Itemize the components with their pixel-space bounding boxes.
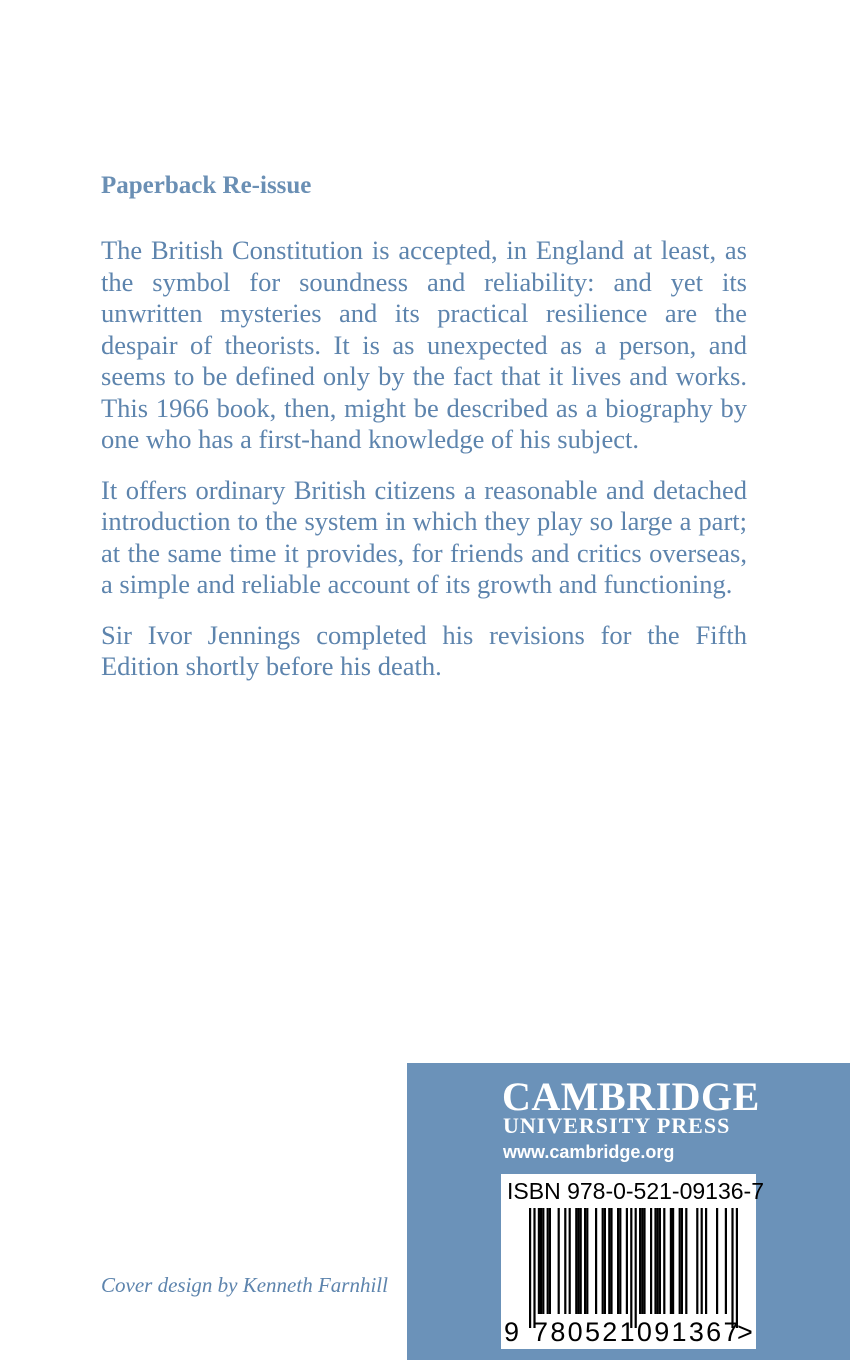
barcode-lead-digit: 9 bbox=[504, 1317, 520, 1347]
barcode-bar bbox=[725, 1208, 727, 1314]
barcode-bar bbox=[643, 1208, 645, 1314]
barcode-bar bbox=[619, 1208, 621, 1314]
barcode-bar bbox=[584, 1208, 586, 1314]
barcode-bar bbox=[672, 1208, 674, 1314]
blurb-paragraph-1: The British Constitution is accepted, in England at least, as the symbol for soundness and reliability: and yet its unwritten mysteries and its practical resilience are the despair of theorists. It is as unexpected as a person, and seems to be defined only by the fact that it lives and works. This 1966 book, then, might be described as a biography by one who has a first-hand knowledge of his subject. bbox=[101, 235, 747, 454]
isbn-label: ISBN 978-0-521-09136-7 bbox=[507, 1178, 764, 1204]
barcode-bar bbox=[716, 1208, 718, 1314]
publisher-name: CAMBRIDGE bbox=[502, 1074, 760, 1119]
barcode-bar bbox=[577, 1208, 579, 1314]
barcode-bar bbox=[608, 1208, 610, 1314]
barcode-bar bbox=[533, 1208, 535, 1328]
barcode-bar bbox=[650, 1208, 652, 1314]
barcode-bar bbox=[731, 1208, 733, 1328]
barcode-bar bbox=[681, 1208, 683, 1314]
barcode-bar bbox=[639, 1208, 641, 1314]
barcode-bar bbox=[659, 1208, 661, 1314]
barcode-bar bbox=[701, 1208, 703, 1314]
blurb-paragraph-3: Sir Ivor Jennings completed his revisions for the Fifth Edition shortly before his death. bbox=[101, 619, 747, 681]
barcode-bar bbox=[663, 1208, 665, 1314]
barcode-bar bbox=[547, 1208, 549, 1314]
publisher-panel bbox=[407, 1063, 850, 1360]
blurb-paragraph-2: It offers ordinary British citizens a reasonable and detached introduction to the system in which they play so large a part; at the same time it provides, for friends and critics overseas, a simple and reliable account of its growth and functioning. bbox=[101, 474, 747, 599]
barcode-bar bbox=[654, 1208, 656, 1314]
barcode-bar bbox=[736, 1208, 738, 1328]
barcode-bar bbox=[679, 1208, 681, 1314]
barcode-bar bbox=[641, 1208, 643, 1314]
barcode-bar bbox=[604, 1208, 606, 1314]
barcode-bar bbox=[575, 1208, 577, 1314]
barcode-digits: 780521091367 bbox=[533, 1317, 741, 1347]
barcode-bar bbox=[529, 1208, 531, 1328]
barcode-bar bbox=[610, 1208, 612, 1314]
barcode-bar bbox=[630, 1208, 632, 1328]
barcode-bar bbox=[705, 1208, 707, 1314]
barcode-bar bbox=[542, 1208, 544, 1314]
barcode-bar bbox=[685, 1208, 687, 1314]
barcode-bar bbox=[540, 1208, 542, 1314]
barcode-bar bbox=[569, 1208, 571, 1314]
barcode-bar bbox=[595, 1208, 597, 1314]
barcode-bar bbox=[558, 1208, 560, 1314]
publisher-url: www.cambridge.org bbox=[503, 1142, 675, 1162]
barcode-bar bbox=[670, 1208, 672, 1314]
barcode-bar bbox=[657, 1208, 659, 1314]
barcode-bar bbox=[580, 1208, 582, 1314]
blurb-text bbox=[101, 235, 747, 702]
barcode-bar bbox=[635, 1208, 637, 1328]
back-cover-heading: Paperback Re-issue bbox=[101, 172, 312, 199]
barcode-bar bbox=[626, 1208, 628, 1314]
isbn-barcode bbox=[501, 1174, 764, 1349]
barcode-bar bbox=[549, 1208, 551, 1314]
publisher-subtitle: UNIVERSITY PRESS bbox=[503, 1113, 731, 1138]
barcode-bar bbox=[617, 1208, 619, 1314]
barcode-end-mark: > bbox=[737, 1317, 753, 1347]
barcode-bar bbox=[602, 1208, 604, 1314]
cover-design-credit: Cover design by Kenneth Farnhill bbox=[101, 1273, 388, 1297]
barcode-bar bbox=[696, 1208, 698, 1314]
barcode-bar bbox=[564, 1208, 566, 1314]
barcode-bar bbox=[538, 1208, 540, 1314]
barcode-bar bbox=[586, 1208, 588, 1314]
